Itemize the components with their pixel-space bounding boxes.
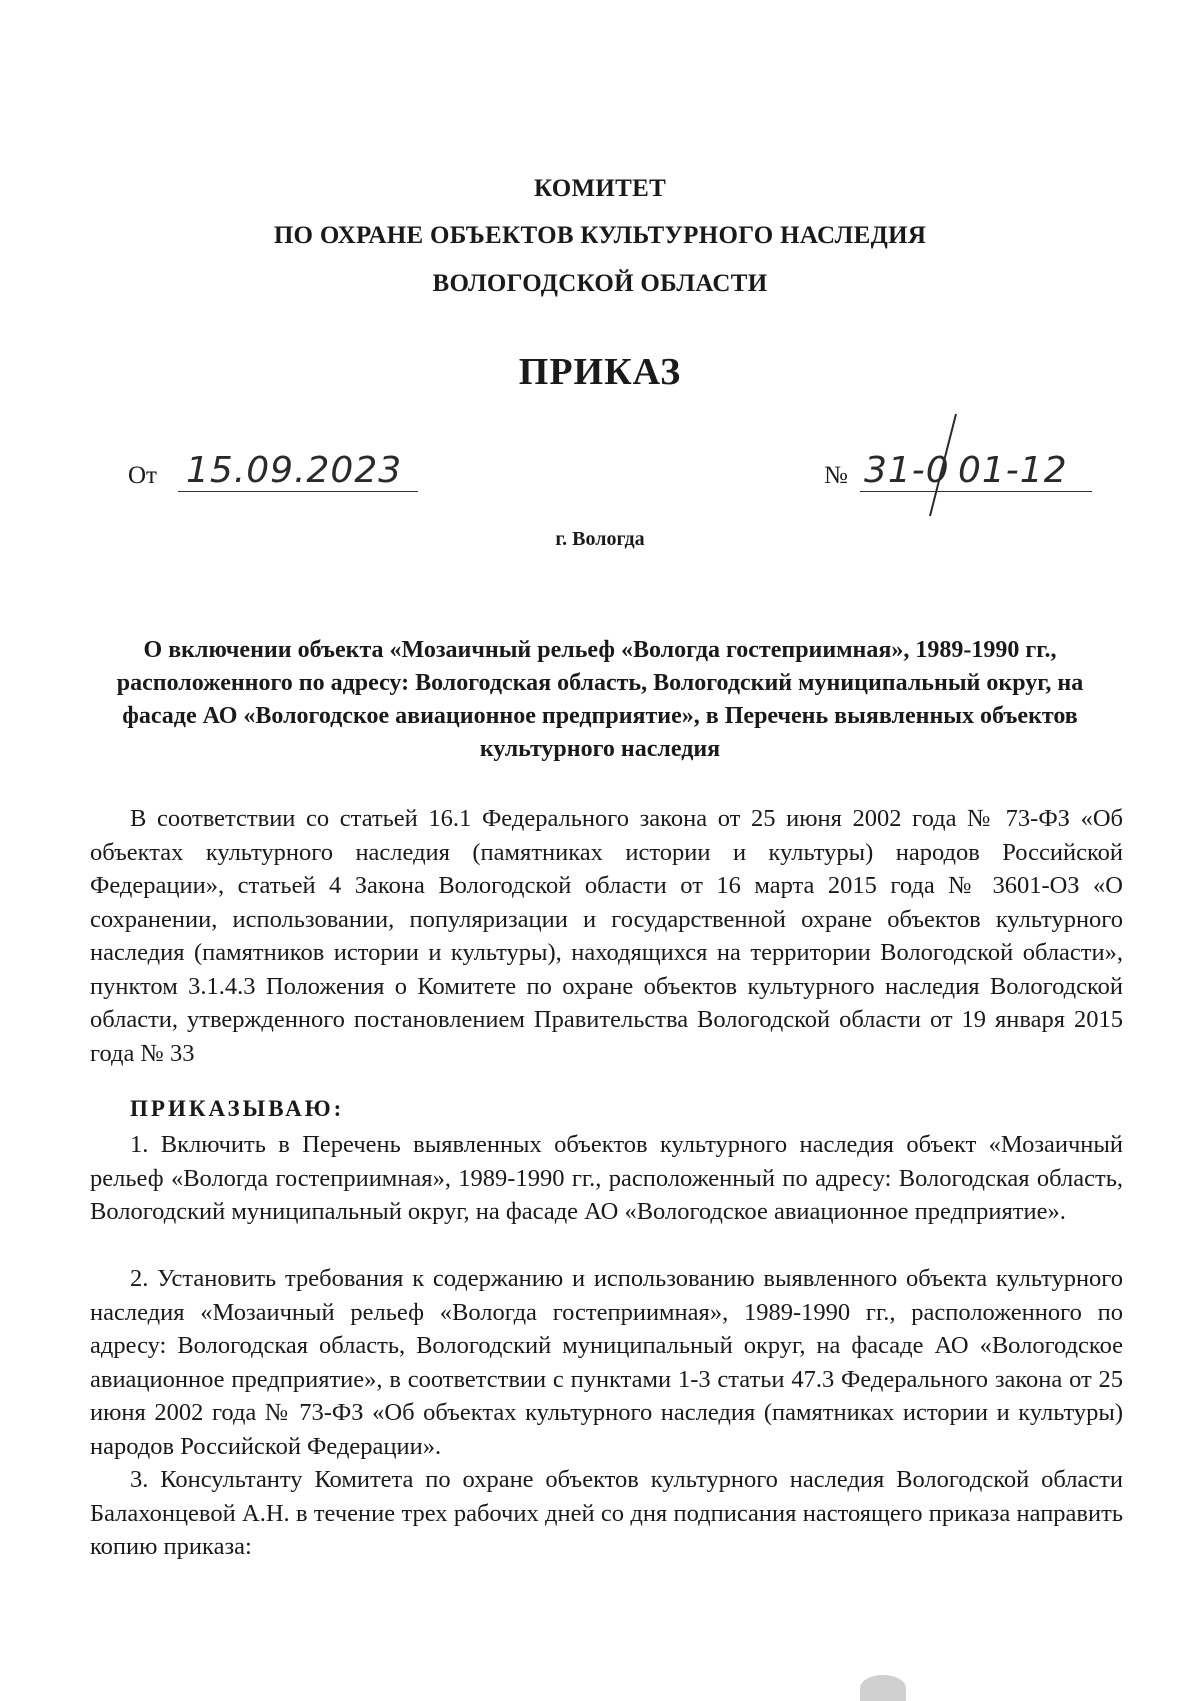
- order-subject: О включении объекта «Мозаичный рельеф «Вологда гостеприимная», 1989-1990 гг., расположенного по адресу: Вологодская область, Вологодский муниципальный округ, на фасаде АО «Вологодское авиационное предприятие», в Перечень выявленных объектов культурного наследия: [116, 637, 1084, 762]
- orders-heading: ПРИКАЗЫВАЮ:: [130, 1096, 345, 1121]
- handwritten-number-right: 01-12: [958, 450, 1068, 491]
- city-label: г. Вологда: [555, 528, 645, 550]
- header-line-1: КОМИТЕТ: [533, 175, 667, 202]
- handwritten-date: 15.09.2023: [186, 450, 403, 491]
- handwritten-slash: [920, 410, 960, 520]
- header-line-3: ВОЛОГОДСКОЙ ОБЛАСТИ: [432, 270, 768, 297]
- handwritten-number-left: 31-0: [864, 450, 950, 491]
- document-type-title: ПРИКАЗ: [518, 351, 682, 393]
- number-underline: [860, 491, 1092, 492]
- date-underline: [178, 491, 418, 492]
- number-label: №: [824, 462, 848, 489]
- header-line-2: ПО ОХРАНЕ ОБЪЕКТОВ КУЛЬТУРНОГО НАСЛЕДИЯ: [273, 222, 927, 249]
- order-item-1: 1. Включить в Перечень выявленных объектов культурного наследия объект «Мозаичный рельеф «Вологда гостеприимная», 1989-1990 гг., расположенный по адресу: Вологодская область, Вологодский муниципальный округ, на фасаде АО «Вологодское авиационное предприятие».: [90, 1131, 1123, 1225]
- order-item-2: 2. Установить требования к содержанию и использованию выявленного объекта культурного наследия «Мозаичный рельеф «Вологда гостеприимная», 1989-1990 гг., расположенного по адресу: Вологодская область, Вологодский муниципальный округ, на фасаде АО «Вологодское авиационное предприятие», в соответствии с пунктами 1-3 статьи 47.3 Федерального закона от 25 июня 2002 года № 73-ФЗ «Об объектах культурного наследия (памятниках истории и культуры) народов Российской Федерации».: [90, 1265, 1123, 1460]
- date-label: От: [128, 462, 157, 489]
- preamble-paragraph: В соответствии со статьей 16.1 Федерального закона от 25 июня 2002 года № 73-ФЗ «Об объектах культурного наследия (памятниках истории и культуры) народов Российской Федерации», статьей 4 Закона Вологодской области от 16 марта 2015 года № 3601-ОЗ «О сохранении, использовании, популяризации и государственной охране объектов культурного наследия (памятников истории и культуры), находящихся на территории Вологодской области», пунктом 3.1.4.3 Положения о Комитете по охране объектов культурного наследия Вологодской области, утвержденного постановлением Правительства Вологодской области от 19 января 2015 года № 33: [90, 805, 1123, 1067]
- scan-blot: [860, 1675, 906, 1701]
- order-item-3: 3. Консультанту Комитета по охране объектов культурного наследия Вологодской области Балахонцевой А.Н. в течение трех рабочих дней со дня подписания настоящего приказа направить копию приказа:: [90, 1466, 1123, 1560]
